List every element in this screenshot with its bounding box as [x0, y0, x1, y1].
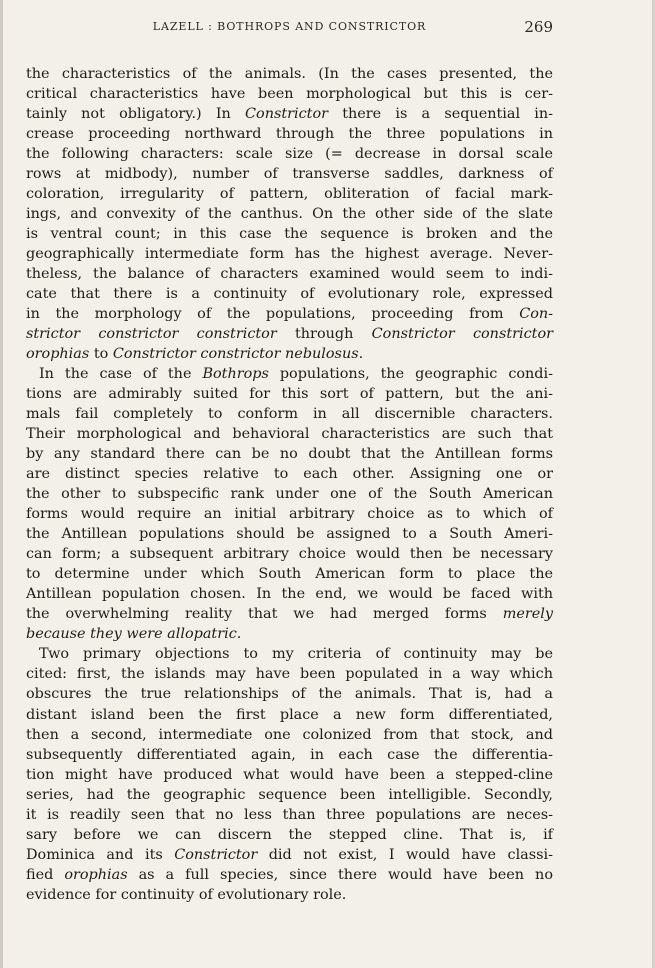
- italic-term: Con-: [519, 306, 553, 323]
- text-run: tion might have produced what would have been a stepped-cline: [26, 766, 553, 783]
- text-line: [26, 344, 553, 364]
- text-run: series, had the geographic sequence been intelligible. Secondly,: [26, 786, 553, 803]
- text-line: [26, 644, 553, 664]
- text-line: [26, 304, 553, 324]
- text-line: [26, 705, 553, 725]
- text-line: [26, 384, 553, 404]
- text-run: obscures the true relationships of the animals. That is, had a: [26, 686, 553, 703]
- text-line: [26, 184, 553, 204]
- text-run: the following characters: scale size (= decrease in dorsal scale: [26, 146, 553, 163]
- text-run: Their morphological and behavioral characteristics are such that: [26, 426, 553, 443]
- text-run: Two primary objections to my criteria of continuity may be: [39, 646, 553, 663]
- text-line: [26, 104, 553, 124]
- text-line: [26, 825, 553, 845]
- italic-term: Constrictor constrictor: [371, 326, 553, 343]
- text-line: [26, 564, 553, 584]
- text-run: evidence for continuity of evolutionary role.: [26, 886, 347, 903]
- text-line: [26, 584, 553, 604]
- text-run: coloration, irregularity of pattern, obliteration of facial mark-: [26, 186, 553, 203]
- text-line: [26, 84, 553, 104]
- text-run: cate that there is a continuity of evolutionary role, expressed: [26, 286, 553, 303]
- text-line: [26, 745, 553, 765]
- text-line: [26, 284, 553, 304]
- italic-term: Constrictor constrictor nebulosus: [112, 346, 359, 363]
- text-run: rows at midbody), number of transverse saddles, darkness of: [26, 166, 553, 183]
- text-run: .: [236, 626, 242, 643]
- text-line: [26, 444, 553, 464]
- italic-term: because they were allopatric: [26, 626, 237, 643]
- text-run: tions are admirably suited for this sort of pattern, but the ani-: [26, 386, 553, 403]
- text-line: [26, 364, 553, 384]
- text-run: forms would require an initial arbitrary choice as to which of: [26, 506, 553, 523]
- italic-term: merely: [502, 606, 553, 623]
- italic-term: strictor constrictor constrictor: [26, 326, 277, 343]
- text-line: [26, 64, 553, 84]
- text-run: crease proceeding northward through the three populations in: [26, 126, 553, 143]
- text-line: [26, 765, 553, 785]
- text-line: [26, 664, 553, 684]
- text-line: [26, 684, 553, 704]
- text-run: mals fail completely to conform in all discernible characters.: [26, 406, 553, 423]
- text-run: tainly not obligatory.) In: [26, 106, 246, 123]
- text-run: distant island been the first place a new form differentiated,: [26, 706, 553, 723]
- italic-term: orophias: [26, 346, 90, 363]
- text-run: as a full species, since there would have been no: [127, 866, 553, 883]
- text-run: cited: first, the islands may have been populated in a way which: [26, 666, 553, 683]
- text-line: [26, 785, 553, 805]
- text-run: populations, the geographic condi-: [268, 366, 553, 383]
- text-run: the characteristics of the animals. (In the cases presented, the: [26, 66, 553, 82]
- text-line: [26, 805, 553, 825]
- text-run: the other to subspecific rank under one of the South American: [26, 486, 553, 503]
- text-run: sary before we can discern the stepped cline. That is, if: [26, 826, 553, 843]
- page-header: [26, 18, 553, 38]
- text-line: [26, 324, 553, 344]
- text-line: [26, 124, 553, 144]
- text-run: the Antillean populations should be assigned to a South Ameri-: [26, 526, 553, 543]
- text-run: Antillean population chosen. In the end, we would be faced with: [26, 586, 553, 603]
- text-line: [26, 404, 553, 424]
- text-line: [26, 885, 553, 905]
- text-line: [26, 624, 553, 644]
- text-run: In the case of the: [39, 366, 203, 383]
- italic-term: Bothrops: [202, 366, 269, 383]
- text-line: [26, 524, 553, 544]
- page-number: 269: [524, 18, 553, 36]
- text-run: by any standard there can be no doubt that the Antillean forms: [26, 446, 553, 463]
- text-run: ings, and convexity of the canthus. On the other side of the slate: [26, 206, 553, 223]
- text-line: [26, 224, 553, 244]
- text-line: [26, 244, 553, 264]
- text-line: [26, 725, 553, 745]
- text-line: [26, 484, 553, 504]
- text-run: subsequently differentiated again, in each case the differentia-: [26, 746, 553, 763]
- text-line: [26, 865, 553, 885]
- text-line: [26, 504, 553, 524]
- italic-term: Constrictor: [245, 106, 329, 123]
- text-run: fied: [26, 866, 65, 883]
- text-run: did not exist, I would have classi-: [257, 846, 553, 863]
- text-run: are distinct species relative to each other. Assigning one or: [26, 466, 553, 483]
- body-text: [26, 64, 553, 905]
- running-head: LAZELL : BOTHROPS AND CONSTRICTOR: [152, 20, 427, 33]
- text-run: is ventral count; in this case the sequence is broken and the: [26, 226, 553, 243]
- text-line: [26, 544, 553, 564]
- text-line: [26, 264, 553, 284]
- text-run: critical characteristics have been morphological but this is cer-: [26, 86, 553, 103]
- text-run: geographically intermediate form has the highest average. Never-: [26, 246, 553, 263]
- text-run: through: [276, 326, 372, 343]
- text-run: there is a sequential in-: [328, 106, 553, 123]
- text-line: [26, 424, 553, 444]
- text-run: can form; a subsequent arbitrary choice would then be necessary: [26, 546, 553, 563]
- text-line: [26, 464, 553, 484]
- text-run: to determine under which South American form to place the: [26, 566, 553, 583]
- text-run: .: [358, 346, 364, 363]
- text-line: [26, 144, 553, 164]
- italic-term: orophias: [64, 866, 128, 883]
- text-run: it is readily seen that no less than three populations are neces-: [26, 806, 553, 823]
- text-run: in the morphology of the populations, proceeding from: [26, 306, 520, 323]
- page-edge-left: [0, 0, 3, 968]
- text-run: then a second, intermediate one colonized from that stock, and: [26, 726, 553, 743]
- text-run: the overwhelming reality that we had merged forms: [26, 606, 503, 623]
- text-run: Dominica and its: [26, 846, 175, 863]
- text-line: [26, 204, 553, 224]
- text-run: theless, the balance of characters examined would seem to indi-: [26, 266, 553, 283]
- italic-term: Constrictor: [174, 846, 258, 863]
- text-run: to: [89, 346, 113, 363]
- text-line: [26, 845, 553, 865]
- text-line: [26, 604, 553, 624]
- text-line: [26, 164, 553, 184]
